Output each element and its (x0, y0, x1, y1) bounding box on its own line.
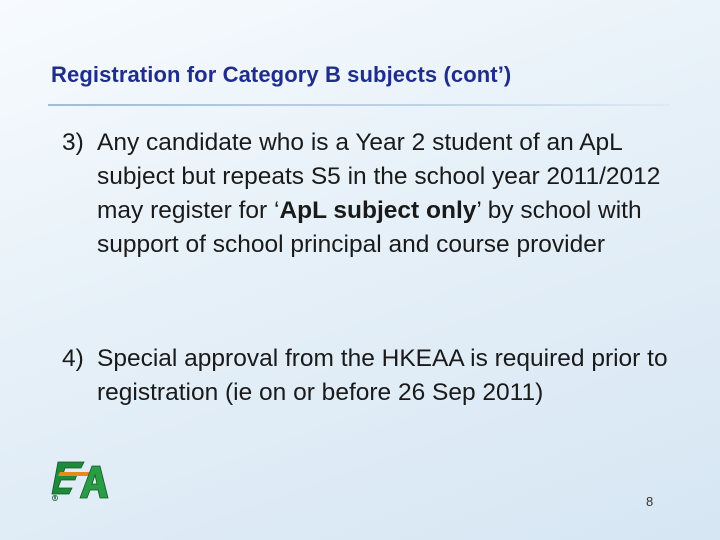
list-item-text-part: Any candidate who is a Year 2 student of an ApL subject but repeats S5 in the school year 2011/2012 may register for ‘ (97, 129, 661, 224)
hkeaa-logo-icon (50, 458, 112, 504)
list-item-number: 3) (62, 129, 84, 156)
slide-title: Registration for Category B subjects (cont’) (51, 62, 512, 87)
list-item-text-bold: ApL subject only (279, 197, 477, 224)
list-item-text-part: ’ by school with support of school principal and course provider (97, 197, 642, 258)
list-item-number: 4) (62, 345, 84, 372)
list-item-text (97, 126, 672, 262)
list-item (62, 342, 672, 410)
list-item (62, 126, 672, 262)
title-divider (48, 104, 670, 106)
list-item-text: Special approval from the HKEAA is required prior to registration (ie on or before 26 Sep 2011) (97, 345, 668, 406)
page-number: 8 (646, 494, 654, 509)
